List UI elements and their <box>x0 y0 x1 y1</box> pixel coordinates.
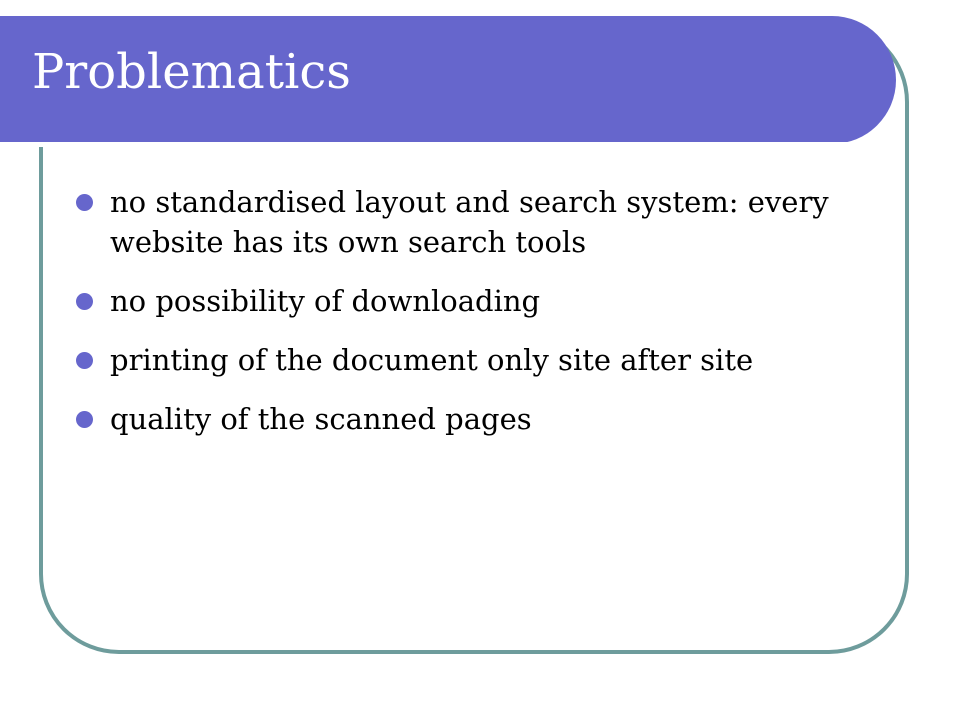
bullet-text: no possibility of downloading <box>110 284 541 318</box>
bullet-text: printing of the document only site after site <box>110 343 754 377</box>
bullet-dot-icon <box>76 194 93 211</box>
bullet-item <box>76 340 856 380</box>
slide-title: Problematics <box>32 44 351 100</box>
bullet-item <box>76 182 856 262</box>
bullet-dot-icon <box>76 411 93 428</box>
title-underline <box>0 142 848 147</box>
bullet-dot-icon <box>76 352 93 369</box>
bullet-text: no standardised layout and search system: every website has its own search tools <box>110 185 829 259</box>
bullet-item <box>76 281 856 321</box>
bullet-list <box>76 182 856 458</box>
bullet-dot-icon <box>76 293 93 310</box>
bullet-text: quality of the scanned pages <box>110 402 532 436</box>
bullet-item <box>76 399 856 439</box>
